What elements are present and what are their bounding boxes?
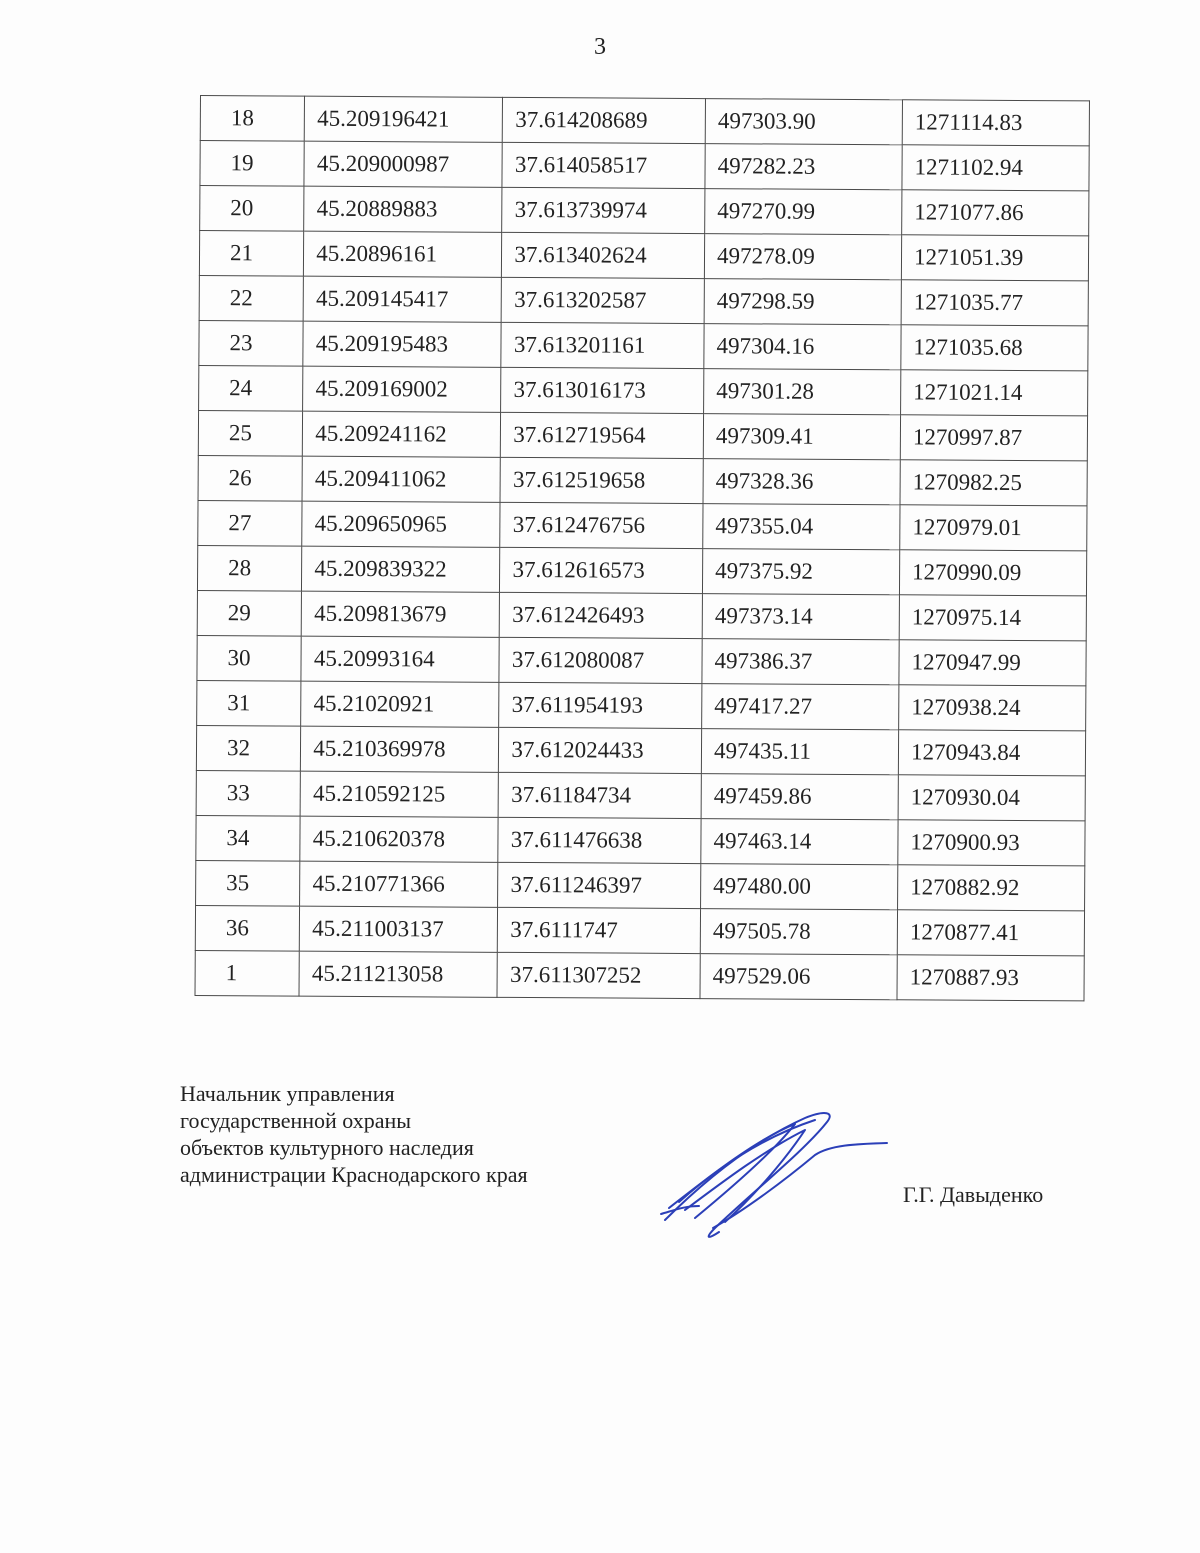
longitude-cell: 37.611246397 <box>498 862 701 908</box>
longitude-cell: 37.613402624 <box>502 232 705 278</box>
point-number-cell: 28 <box>197 545 302 591</box>
y-coordinate-cell: 1270982.25 <box>900 460 1087 506</box>
longitude-cell: 37.611954193 <box>499 682 702 728</box>
signatory-name: Г.Г. Давыденко <box>903 1182 1044 1207</box>
point-number-cell: 26 <box>198 455 303 501</box>
y-coordinate-cell: 1271035.77 <box>901 280 1088 326</box>
x-coordinate-cell: 497304.16 <box>704 324 901 370</box>
point-number-cell: 19 <box>200 141 305 187</box>
x-coordinate-cell: 497298.59 <box>704 279 901 325</box>
x-coordinate-cell: 497375.92 <box>702 549 899 595</box>
latitude-cell: 45.210592125 <box>300 771 498 817</box>
coordinates-table <box>194 95 1089 1001</box>
latitude-cell: 45.209411062 <box>302 456 500 502</box>
y-coordinate-cell: 1270887.93 <box>897 955 1084 1001</box>
longitude-cell: 37.613739974 <box>502 187 705 233</box>
signatory-position-line-1: Начальник управления <box>180 1081 395 1106</box>
y-coordinate-cell: 1271114.83 <box>902 100 1089 146</box>
latitude-cell: 45.209000987 <box>304 141 502 187</box>
latitude-cell: 45.209650965 <box>302 501 500 547</box>
table-row <box>196 725 1085 775</box>
handwritten-signature <box>655 1110 895 1245</box>
table-row <box>200 141 1089 191</box>
y-coordinate-cell: 1270930.04 <box>898 775 1085 821</box>
point-number-cell: 27 <box>198 500 303 546</box>
latitude-cell: 45.210369978 <box>301 726 499 772</box>
y-coordinate-cell: 1270975.14 <box>899 595 1086 641</box>
y-coordinate-cell: 1270943.84 <box>898 730 1085 776</box>
latitude-cell: 45.209241162 <box>303 411 501 457</box>
point-number-cell: 18 <box>200 96 305 142</box>
table-row <box>197 545 1086 595</box>
point-number-cell: 24 <box>199 365 304 411</box>
x-coordinate-cell: 497463.14 <box>701 819 898 865</box>
point-number-cell: 36 <box>195 905 300 951</box>
table-row <box>196 770 1085 820</box>
point-number-cell: 35 <box>196 860 301 906</box>
longitude-cell: 37.612476756 <box>500 502 703 548</box>
point-number-cell: 31 <box>197 680 302 726</box>
table-row <box>195 950 1084 1000</box>
longitude-cell: 37.612024433 <box>499 727 702 773</box>
longitude-cell: 37.613201161 <box>501 322 704 368</box>
table-row <box>199 275 1088 325</box>
y-coordinate-cell: 1271077.86 <box>902 190 1089 236</box>
y-coordinate-cell: 1271102.94 <box>902 145 1089 191</box>
latitude-cell: 45.20889883 <box>304 186 502 232</box>
table-row <box>196 815 1085 865</box>
x-coordinate-cell: 497328.36 <box>703 459 900 505</box>
signature-stroke <box>669 1124 795 1218</box>
x-coordinate-cell: 497480.00 <box>701 864 898 910</box>
y-coordinate-cell: 1271021.14 <box>901 370 1088 416</box>
longitude-cell: 37.614208689 <box>503 97 706 143</box>
y-coordinate-cell: 1270990.09 <box>899 550 1086 596</box>
latitude-cell: 45.20993164 <box>301 636 499 682</box>
latitude-cell: 45.20896161 <box>304 231 502 277</box>
latitude-cell: 45.209195483 <box>303 321 501 367</box>
x-coordinate-cell: 497386.37 <box>702 639 899 685</box>
table-row <box>200 186 1089 236</box>
page-number: 3 <box>594 34 606 60</box>
point-number-cell: 21 <box>199 231 304 277</box>
table-row <box>198 500 1087 550</box>
latitude-cell: 45.210620378 <box>300 816 498 862</box>
longitude-cell: 37.612719564 <box>501 412 704 458</box>
latitude-cell: 45.209145417 <box>303 276 501 322</box>
signatory-position-line-3: объектов культурного наследия <box>180 1135 474 1160</box>
signatory-position-line-2: государственной охраны <box>180 1108 412 1133</box>
longitude-cell: 37.612519658 <box>500 457 703 503</box>
x-coordinate-cell: 497278.09 <box>704 234 901 280</box>
latitude-cell: 45.210771366 <box>300 861 498 907</box>
latitude-cell: 45.21020921 <box>301 681 499 727</box>
signatory-position-line-4: администрации Краснодарского края <box>180 1162 528 1187</box>
x-coordinate-cell: 497303.90 <box>705 99 902 145</box>
y-coordinate-cell: 1270947.99 <box>899 640 1086 686</box>
longitude-cell: 37.611307252 <box>497 952 700 998</box>
x-coordinate-cell: 497282.23 <box>705 144 902 190</box>
point-number-cell: 23 <box>199 320 304 366</box>
point-number-cell: 30 <box>197 635 302 681</box>
x-coordinate-cell: 497435.11 <box>701 729 898 775</box>
table-row <box>195 905 1084 955</box>
x-coordinate-cell: 497309.41 <box>703 414 900 460</box>
point-number-cell: 1 <box>195 950 300 996</box>
table-row <box>197 680 1086 730</box>
x-coordinate-cell: 497529.06 <box>700 954 897 1000</box>
y-coordinate-cell: 1270938.24 <box>899 685 1086 731</box>
coordinates-table-body <box>195 96 1089 1001</box>
longitude-cell: 37.6111747 <box>498 907 701 953</box>
table-row <box>199 365 1088 415</box>
latitude-cell: 45.209196421 <box>305 96 503 142</box>
y-coordinate-cell: 1271051.39 <box>901 235 1088 281</box>
x-coordinate-cell: 497301.28 <box>704 369 901 415</box>
y-coordinate-cell: 1271035.68 <box>901 325 1088 371</box>
y-coordinate-cell: 1270997.87 <box>900 415 1087 461</box>
y-coordinate-cell: 1270900.93 <box>898 820 1085 866</box>
latitude-cell: 45.209813679 <box>302 591 500 637</box>
table-row <box>197 590 1086 640</box>
signature-stroke <box>679 1120 815 1202</box>
y-coordinate-cell: 1270979.01 <box>900 505 1087 551</box>
table-row <box>199 320 1088 370</box>
point-number-cell: 25 <box>198 410 303 456</box>
longitude-cell: 37.613202587 <box>502 277 705 323</box>
table-row <box>200 96 1089 146</box>
longitude-cell: 37.612426493 <box>500 592 703 638</box>
x-coordinate-cell: 497373.14 <box>702 594 899 640</box>
longitude-cell: 37.612080087 <box>499 637 702 683</box>
latitude-cell: 45.211003137 <box>300 906 498 952</box>
x-coordinate-cell: 497417.27 <box>702 684 899 730</box>
latitude-cell: 45.209169002 <box>303 366 501 412</box>
longitude-cell: 37.613016173 <box>501 367 704 413</box>
x-coordinate-cell: 497270.99 <box>705 189 902 235</box>
x-coordinate-cell: 497459.86 <box>701 774 898 820</box>
signature-stroke <box>661 1206 699 1214</box>
signatory-position <box>180 1080 528 1188</box>
longitude-cell: 37.61184734 <box>498 772 701 818</box>
point-number-cell: 22 <box>199 275 304 321</box>
table-row <box>197 635 1086 685</box>
longitude-cell: 37.612616573 <box>500 547 703 593</box>
longitude-cell: 37.611476638 <box>498 817 701 863</box>
latitude-cell: 45.209839322 <box>302 546 500 592</box>
longitude-cell: 37.614058517 <box>502 142 705 188</box>
x-coordinate-cell: 497505.78 <box>700 909 897 955</box>
point-number-cell: 32 <box>196 725 301 771</box>
table-row <box>199 231 1088 281</box>
point-number-cell: 20 <box>200 186 305 232</box>
y-coordinate-cell: 1270877.41 <box>897 910 1084 956</box>
table-row <box>196 860 1085 910</box>
table-row <box>198 410 1087 460</box>
latitude-cell: 45.211213058 <box>299 951 497 997</box>
point-number-cell: 34 <box>196 815 301 861</box>
x-coordinate-cell: 497355.04 <box>703 504 900 550</box>
y-coordinate-cell: 1270882.92 <box>898 865 1085 911</box>
table-row <box>198 455 1087 505</box>
point-number-cell: 33 <box>196 770 301 816</box>
point-number-cell: 29 <box>197 590 302 636</box>
